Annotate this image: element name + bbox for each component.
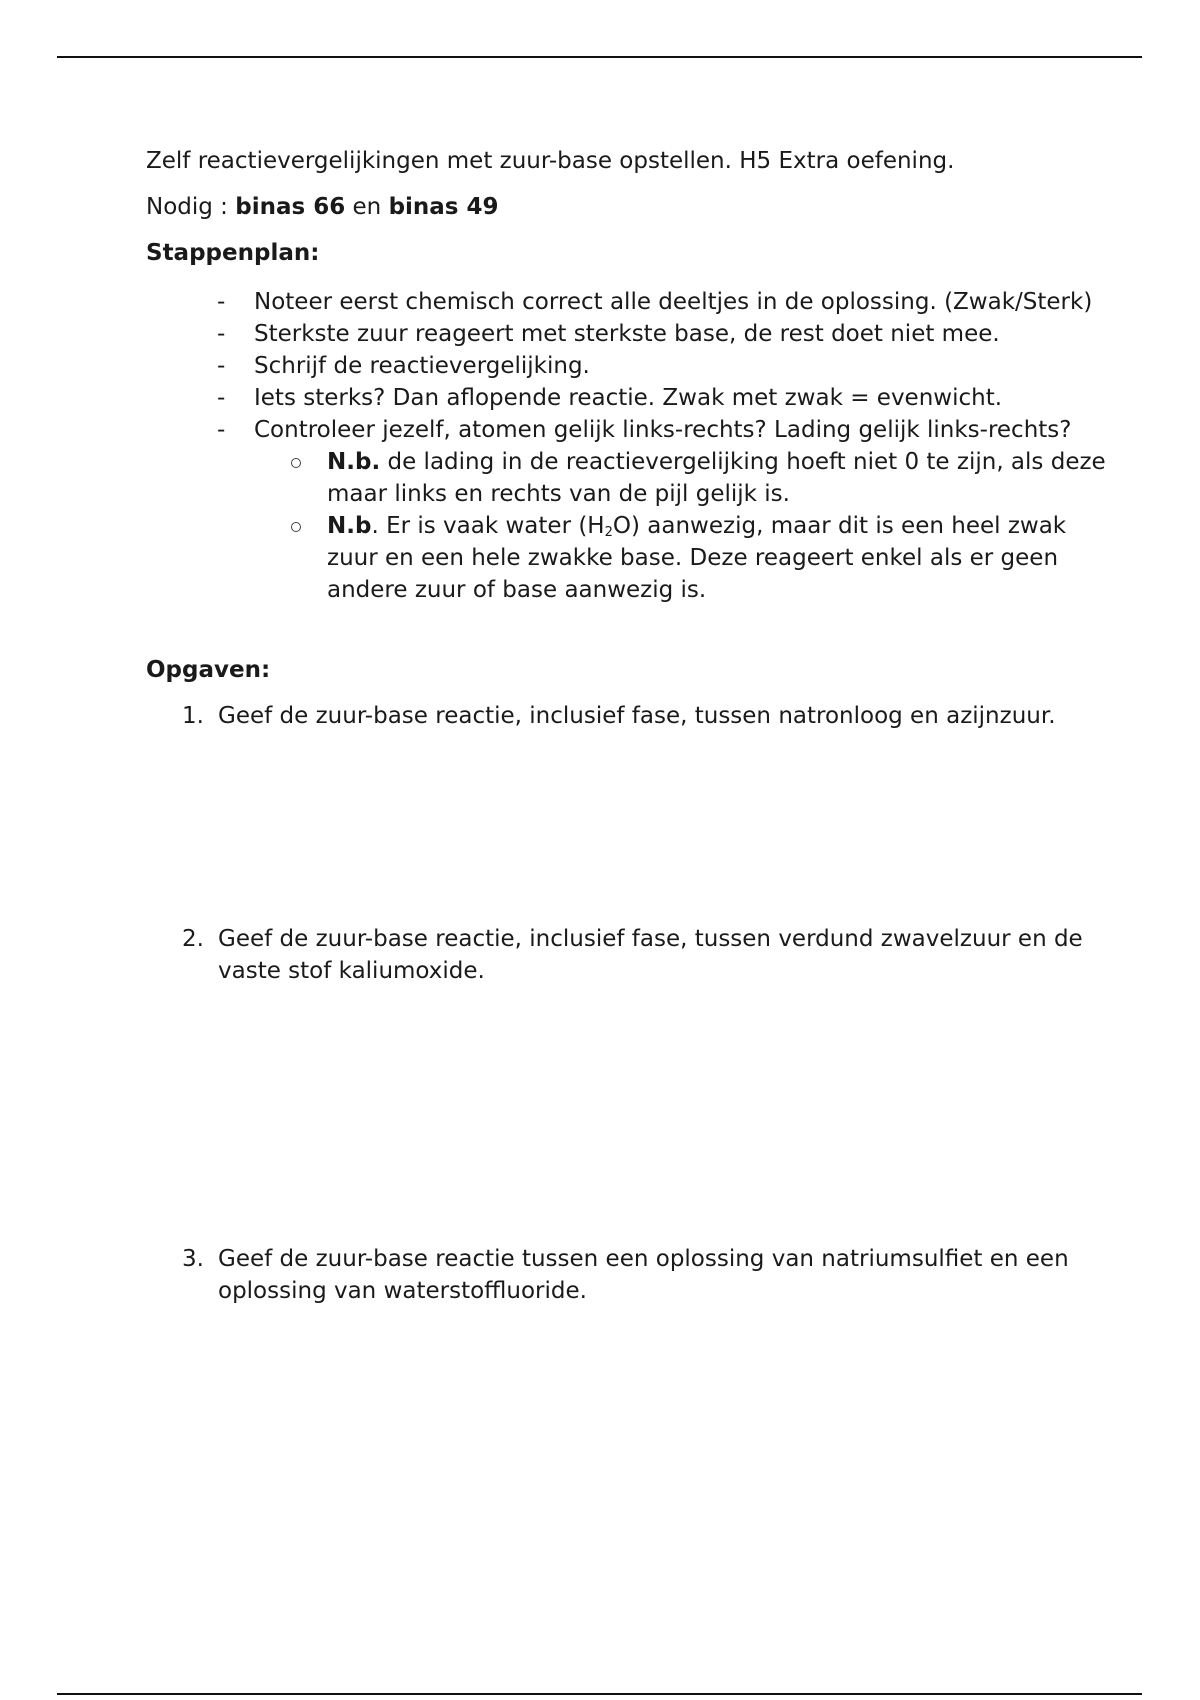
task-number: 1. (182, 703, 204, 729)
note-list (254, 446, 1106, 606)
step-item: - Noteer eerst chemisch correct alle deeltjes in de oplossing. (Zwak/Sterk) (254, 286, 1106, 318)
step-item: - Schrijf de reactievergelijking. (254, 350, 1106, 382)
dash-bullet: - (217, 417, 226, 443)
dash-bullet: - (217, 289, 226, 315)
subscript: 2 (604, 525, 613, 540)
task-item (146, 1243, 1106, 1307)
task-number: 2. (182, 926, 204, 952)
header-rule (57, 56, 1142, 58)
note-item: N.b. Er is vaak water $(H_2O)$ aanwezig, maar dit is een heel zwak zuur en een hele zwakke base. Deze reageert enkel als er geen andere zuur of base aanwezig is. (327, 510, 1106, 606)
dash-bullet: - (217, 353, 226, 379)
footer-rule (57, 1693, 1142, 1695)
required-materials (146, 191, 1106, 223)
document-body (146, 145, 1106, 1307)
stappenplan-heading: Stappenplan: (146, 240, 320, 266)
step-item: - Sterkste zuur reageert met sterkste base, de rest doet niet mee. (254, 318, 1106, 350)
nodig-en: en (345, 194, 389, 220)
dash-bullet: - (217, 321, 226, 347)
step-list (146, 286, 1106, 606)
opgaven-heading: Opgaven: (146, 657, 271, 683)
note-label: N.b. (327, 449, 381, 475)
circle-bullet-icon (291, 522, 301, 532)
binas-49: binas 49 (388, 194, 499, 220)
note-label: N.b (327, 513, 372, 539)
task-text: Geef de zuur-base reactie tussen een oplossing van natriumsulfiet en een oplossing van waterstoffluoride. (218, 1246, 1069, 1304)
step-item: - Iets sterks? Dan aflopende reactie. Zwak met zwak = evenwicht. (254, 382, 1106, 414)
task-item (146, 700, 1106, 732)
task-text: Geef de zuur-base reactie, inclusief fase, tussen natronloog en azijnzuur. (218, 703, 1056, 729)
step-item: - Controleer jezelf, atomen gelijk links-rechts? Lading gelijk links-rechts? N.b. de lading in de reactievergelijking hoeft niet 0 te zijn, als deze maar links en rechts van de pijl gelijk is. N.b. Er is vaak water $(H_2O)$ aanwezig, maar dit is een heel zwak zuur en een hele zwakke base. Deze reageert enkel als er geen andere zuur of base aanwezig is. (254, 414, 1106, 606)
document-title: Zelf reactievergelijkingen met zuur-base opstellen. H5 Extra oefening. (146, 148, 955, 174)
dash-bullet: - (217, 385, 226, 411)
nodig-label: Nodig : (146, 194, 236, 220)
task-number: 3. (182, 1246, 204, 1272)
note-item: N.b. de lading in de reactievergelijking hoeft niet 0 te zijn, als deze maar links en rechts van de pijl gelijk is. (327, 446, 1106, 510)
task-item (146, 923, 1106, 987)
task-text: Geef de zuur-base reactie, inclusief fase, tussen verdund zwavelzuur en de vaste stof kaliumoxide. (218, 926, 1083, 984)
circle-bullet-icon (291, 458, 301, 468)
binas-66: binas 66 (235, 194, 346, 220)
